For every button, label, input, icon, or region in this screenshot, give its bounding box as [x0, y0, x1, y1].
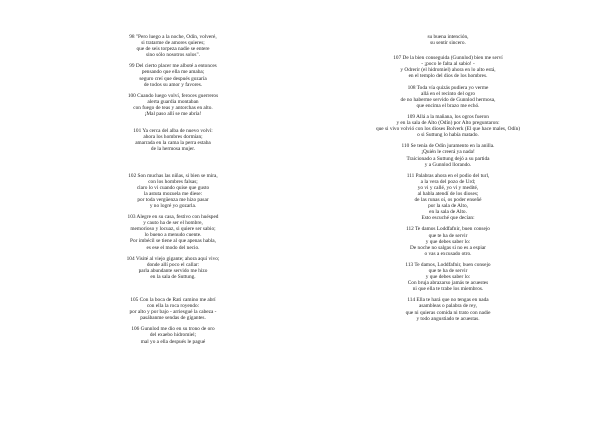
stanza-line: 106 Gunnlod me dio en su trono de oro — [131, 326, 215, 333]
stanza — [318, 226, 578, 256]
stanza-line: yo vi y callé, yo vi y medité, — [417, 184, 479, 191]
stanza-line: y en la sala de Alto (Odín) por Alto preguntaron: — [396, 120, 500, 127]
stanza-line: de las runas oí, os poder enseñé — [414, 197, 482, 204]
stanza-line: que encima el brazo me echó. — [416, 102, 480, 109]
stanza-line: por toda vergüenza me hizo pasar — [137, 196, 209, 203]
stanza — [82, 63, 264, 87]
stanza — [318, 173, 578, 222]
stanza-line: y cauto ha de ser el hombre, — [143, 220, 203, 227]
stanza — [318, 143, 578, 167]
stanza — [82, 128, 264, 152]
stanza-line: 104 Visité al viejo gigante; ahora aquí vivo; — [126, 255, 220, 262]
stanza-line: o vas a excusado otro. — [424, 250, 472, 257]
stanza-line: con ella la roca royendo: — [146, 303, 200, 310]
stanza-line: que te ha de servir — [428, 268, 468, 274]
stanza-line: que ni quieras comida ni trato con nadie — [405, 309, 491, 316]
stanza — [82, 173, 264, 210]
stanza-line: ni que ella te trabe los miembros. — [412, 286, 484, 293]
stanza-line: 103 Alegre en su casa, festivo con huésped — [127, 214, 219, 221]
stanza-line: en la sala de Alto. — [429, 209, 467, 216]
stanza-line: y no logré yo gozarla. — [149, 202, 197, 209]
stanza-line: allá en el recinto del ogro — [421, 90, 475, 97]
stanza-line: amarrada en la cama la perra estaba — [135, 140, 211, 147]
stanza-line: asambleas o palabra de rey, — [418, 303, 478, 310]
stanza-line: en el templo del dios de los hombres. — [408, 73, 488, 80]
stanza-line: 99 Del cierto placer me alboté a entonces — [129, 63, 217, 70]
stanza — [82, 297, 264, 321]
stanza-line: 109 Allá a la mañana, los ogros fueron — [407, 113, 489, 120]
stanza-line: 107 De la bien conseguida (Gunnlod) bien me serví — [393, 55, 503, 62]
stanza — [318, 262, 578, 292]
stanza-line: 108 Toda vía quizás pudiera yo verme — [407, 84, 489, 91]
stanza-line: que si vivo volvió con los dioses Bolverk (El que hace males, Odín) — [375, 126, 521, 133]
stanza — [318, 114, 578, 138]
stanza-line: su buena intención, — [427, 34, 469, 40]
stanza-line: al habla atendí de los dioses; — [417, 190, 479, 197]
left-text-column — [82, 34, 264, 345]
stanza-line: ¡Mal paso allí se me abría! — [144, 111, 202, 118]
stanza-line: claro lo vi cuando quise que gusto — [136, 184, 210, 191]
stanza — [82, 34, 264, 58]
stanza-line: Con bruja abrazarso jamás te acuestes — [407, 280, 489, 287]
stanza — [318, 55, 578, 79]
stanza-line: 113 Te damos, Loddfafnir, buen consejo — [405, 261, 491, 268]
stanza-line: a la vera del pozo de Urd; — [420, 178, 476, 185]
stanza-line: memorioso y locuaz, si quiere ser sabio; — [130, 226, 216, 233]
stanza-line: con fuego de teas y antorchas en alto. — [133, 104, 213, 111]
stanza-line: 112 Te damos Loddfafnir, buen consejo — [406, 226, 490, 233]
stanza-line: y Odrerir (el hidromiel) ahora en lo alto está, — [400, 67, 496, 74]
stanza-line: Esto escuché que decían: — [421, 215, 475, 222]
stanza-line: con los hombres falsas; — [148, 178, 198, 185]
stanza-line: sino sólo nosotros solos". — [146, 52, 200, 59]
stanza-line: - ¡poco le falta al sabio! - — [421, 61, 475, 68]
stanza — [82, 93, 264, 117]
stanza-line: del exaebo hidromiel; — [149, 332, 197, 339]
stanza-line: ahora los hombres dormían; — [143, 134, 203, 141]
stanza-line: pasábanme sendas de gigantes. — [140, 315, 206, 322]
stanza-line: de no haberme servido de Gunnlod hermosa, — [400, 96, 496, 103]
stanza-line: donde allí poco el callar: — [146, 261, 200, 268]
stanza-line: 105 Con la boca de Rati camino me abrí — [130, 297, 216, 303]
stanza-line: parla abundante servido me hizo — [138, 267, 208, 274]
stanza — [318, 85, 578, 109]
stanza — [318, 297, 578, 321]
stanza-line: mal yo a ella después le pagué — [140, 338, 206, 345]
stanza-line: y a Gunnlod llorando. — [424, 161, 472, 168]
stanza — [82, 326, 264, 344]
stanza-line: que de seis torpeza nadie se entere — [136, 46, 210, 53]
stanza-line: 110 Se tenía de Odín juramento en la anilla. — [401, 143, 495, 150]
stanza-line: 111 Palabras ahora en el podio del turl, — [406, 172, 490, 179]
stanza-line: 100 Cuando luego volví, feroces guerreros — [127, 92, 219, 99]
stanza-line: alerta guardia montaban — [147, 98, 199, 105]
stanza-line: De noche no salgas si no es a espiar — [410, 244, 486, 251]
stanza — [318, 34, 578, 46]
stanza-line: 114 Ella te hará que no tengas en nada — [407, 297, 489, 304]
stanza-line: pensando que ella me amaba; — [141, 69, 205, 76]
stanza-line: y todo angustiado te acuestas. — [416, 315, 480, 322]
stanza-line: Por imbécil se tiene al que apenas habla, — [130, 238, 216, 245]
stanza-line: por la sala de Alto, — [428, 203, 468, 210]
stanza-line: lo bueno a menudo cuente. — [144, 232, 202, 239]
stanza-line: ¡Quién le creerá ya nada! — [421, 149, 475, 156]
stanza-line: 98 "Pero luego a la noche, Odín, volveré, — [129, 34, 217, 40]
stanza-line: 101 Ya cerca del alba de nuevo volví: — [133, 128, 213, 135]
stanza-line: si tratarme de amores quieres; — [141, 40, 205, 47]
stanza-line: de la hermosa mujer. — [150, 146, 196, 153]
stanza-line: y que debes saber lo: — [425, 274, 471, 281]
stanza-line: y que debes saber lo: — [425, 238, 471, 245]
stanza-line: Traicionado a Suttung dejó a su partida — [406, 155, 490, 162]
stanza-line: 102 Son muchas las niñas, si bien se mira, — [128, 172, 218, 179]
stanza-line: la astuta mozuela me diese: — [143, 190, 203, 197]
stanza-line: de todos su amor y favores. — [143, 81, 203, 88]
stanza-line: en la sala de Suttung. — [150, 273, 196, 280]
stanza — [82, 256, 264, 280]
stanza-line: su sentir sincero. — [430, 40, 466, 47]
stanza-line: seguro creí que después gozaría — [139, 75, 207, 82]
stanza-line: que te ha de servir — [428, 232, 468, 239]
stanza-line: es ese el modo del necio. — [146, 244, 200, 251]
stanza — [82, 214, 264, 251]
right-text-column — [318, 34, 578, 322]
stanza-line: por alto y por bajo - arriesgué la cabeza - — [129, 309, 217, 316]
stanza-line: o si Suttung lo había matado. — [417, 132, 479, 139]
